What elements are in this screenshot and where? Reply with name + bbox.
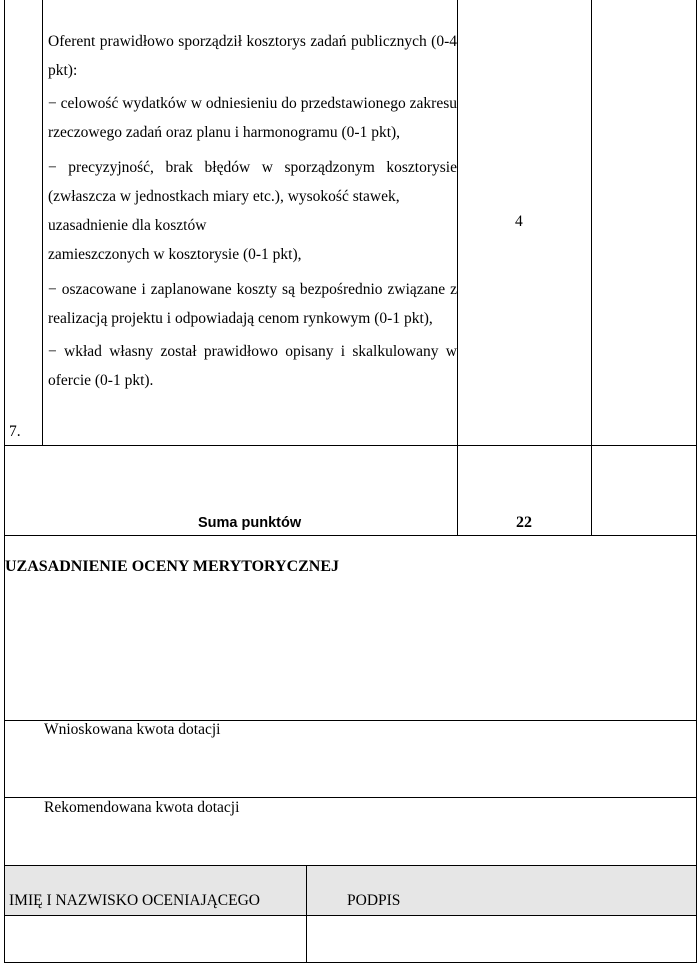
recommended-amount-label: Rekomendowana kwota dotacji bbox=[44, 799, 240, 816]
criterion-bullet-4: − wkład własny został prawidłowo opisany i skalkulowany w ofercie (0-1 pkt). bbox=[48, 343, 457, 389]
number-column-border bbox=[42, 0, 43, 445]
row-number: 7. bbox=[9, 423, 21, 440]
signature-field bbox=[307, 916, 696, 962]
requested-bottom-border bbox=[4, 797, 697, 798]
table-left-border bbox=[4, 0, 5, 963]
criterion-main: Oferent prawidłowo sporządził kosztorys zadań publicznych (0-4 pkt): bbox=[48, 33, 457, 79]
sum-value: 22 bbox=[516, 514, 532, 531]
recommended-bottom-border bbox=[4, 865, 697, 866]
criterion-bullet-2-part-a: − precyzyjność, brak błędów w sporządzonym kosztorysie (zwłaszcza w jednostkach miary etc.), wysokość stawek, bbox=[48, 159, 457, 205]
criterion-bullet-2-part-c: zamieszczonych w kosztorysie (0-1 pkt), bbox=[48, 246, 302, 263]
evaluator-name-field bbox=[5, 916, 306, 962]
criterion-bullet-2 bbox=[48, 153, 457, 269]
row7-bottom-border bbox=[4, 445, 697, 446]
evaluator-name-label: IMIĘ I NAZWISKO OCENIAJĄCEGO bbox=[9, 892, 260, 909]
points-column-border bbox=[591, 0, 592, 535]
criterion-bullet-1: − celowość wydatków w odniesieniu do przedstawionego zakresu rzeczowego zadań oraz planu i harmonogramu (0-1 pkt), bbox=[48, 95, 457, 141]
table-bottom-border bbox=[4, 962, 697, 963]
requested-amount-label: Wnioskowana kwota dotacji bbox=[44, 721, 221, 738]
criterion-column-border bbox=[457, 0, 458, 535]
sum-row-bottom-border bbox=[4, 535, 697, 536]
signature-label: PODPIS bbox=[347, 892, 401, 909]
criterion-bullet-3: − oszacowane i zaplanowane koszty są bezpośrednio związane z realizacją projektu i odpowiadają cenom rynkowym (0-1 pkt), bbox=[48, 281, 457, 327]
table-right-border bbox=[696, 0, 697, 963]
criterion-bullet-2-part-b: uzasadnienie dla kosztów bbox=[48, 217, 207, 234]
max-points-value: 4 bbox=[515, 213, 523, 230]
criterion-text bbox=[48, 27, 457, 395]
justification-heading: UZASADNIENIE OCENY MERYTORYCZNEJ bbox=[5, 558, 340, 575]
sum-label: Suma punktów bbox=[198, 515, 302, 531]
